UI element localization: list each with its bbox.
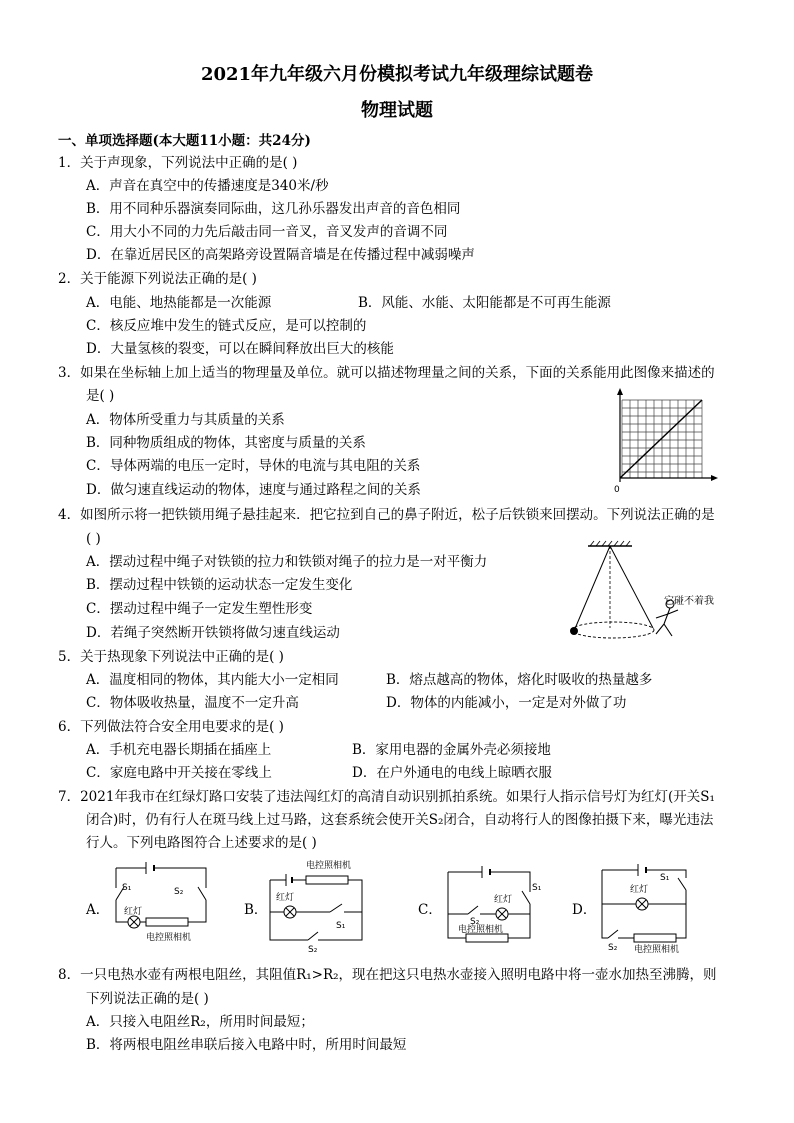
- q5-stem: 5．关于热现象下列说法中正确的是( ): [58, 649, 284, 665]
- q5-option-d: D．物体的内能减小，一定是对外做了功: [386, 695, 627, 711]
- q3-option-a: A．物体所受重力与其质量的关系: [86, 412, 285, 428]
- q3-origin-label: 0: [614, 485, 620, 495]
- q2-option-d: D．大量氢核的裂变，可以在瞬间释放出巨大的核能: [86, 341, 394, 357]
- q4-rope-right: [610, 546, 653, 628]
- q6-option-d: D．在户外通电的电线上晾晒衣服: [352, 765, 552, 781]
- q7-option-d-label: D．: [572, 902, 597, 918]
- svg-text:电控照相机: 电控照相机: [634, 945, 680, 954]
- q3-option-c: C．导体两端的电压一定时，导休的电流与其电阻的关系: [86, 458, 421, 474]
- q2-option-a: A．电能、地热能都是一次能源: [86, 295, 272, 311]
- q3-option-b: B．同种物质组成的物体，其密度与质量的关系: [86, 435, 366, 451]
- svg-text:S₂: S₂: [470, 917, 480, 927]
- q2-option-c: C．核反应堆中发生的链式反应，是可以控制的: [86, 318, 367, 334]
- svg-text:电控照相机: 电控照相机: [146, 933, 192, 943]
- q5-option-b: B．熔点越高的物体，熔化时吸收的热量越多: [386, 672, 653, 688]
- q3-option-d: D．做匀速直线运动的物体，速度与通过路程之间的关系: [86, 482, 421, 498]
- q2-option-b: B．风能、水能、太阳能都是不可再生能源: [358, 295, 611, 311]
- exam-title: 2021年九年级六月份模拟考试九年级理综试题卷: [200, 64, 594, 85]
- svg-text:红灯: 红灯: [494, 895, 513, 905]
- q8-stem-line1: 8．一只电热水壶有两根电阻丝，其阻值R₁>R₂，现在把这只电热水壶接入照明电路中将一壶水加热至沸腾，则: [58, 967, 717, 983]
- q7-stem-line3: 行人。下列电路图符合上述要求的是( ): [86, 835, 317, 851]
- q7-circuit-c: [438, 858, 548, 954]
- svg-text:S₁: S₁: [122, 883, 132, 893]
- q7-circuit-b: [262, 854, 378, 954]
- q7-circuit-a: [106, 860, 216, 952]
- svg-text:S₁: S₁: [660, 873, 670, 883]
- q4-option-a: A．摆动过程中绳子对铁锁的拉力和铁锁对绳子的拉力是一对平衡力: [86, 554, 488, 570]
- q5-option-c: C．物体吸收热量，温度不一定升高: [86, 695, 299, 711]
- svg-text:红灯: 红灯: [630, 885, 649, 895]
- svg-text:电控照相机: 电控照相机: [306, 861, 352, 871]
- q4-stem-line2: ( ): [86, 531, 101, 547]
- q3-stem-line2: 是( ): [86, 388, 115, 404]
- q7-stem-line1: 7．2021年我市在红绿灯路口安装了违法闯红灯的高清自动识别抓拍系统。如果行人指示信号灯为红灯(开关S₁: [58, 789, 715, 805]
- svg-text:电控照相机: 电控照相机: [458, 925, 504, 935]
- q3-stem-line1: 3．如果在坐标轴上加上适当的物理量及单位。就可以描述物理量之间的关系，下面的关系能用此图像来描述的: [58, 365, 715, 381]
- q1-option-b: B．用不同种乐器演奏同际曲，这几孙乐器发出声音的音色相同: [86, 201, 461, 217]
- q6-option-b: B．家用电器的金属外壳必须接地: [352, 742, 551, 758]
- q8-option-a: A．只接入电阻丝R₂，所用时间最短；: [86, 1014, 314, 1030]
- q6-option-a: A．手机充电器长期插在插座上: [86, 742, 272, 758]
- section-heading: 一、单项选择题(本大题11小题：共24分): [58, 133, 311, 149]
- q1-option-d: D．在靠近居民区的高架路旁设置隔音墙是在传播过程中减弱噪声: [86, 247, 475, 263]
- svg-text:S₁: S₁: [532, 883, 542, 893]
- q3-x-arrow-icon: [711, 475, 718, 481]
- exam-subtitle: 物理试题: [361, 100, 433, 121]
- q3-y-arrow-icon: [617, 388, 623, 395]
- q3-graph-figure: [608, 386, 724, 498]
- q4-pendulum-figure: [560, 540, 740, 648]
- q4-option-d: D．若绳子突然断开铁锁将做匀速直线运动: [86, 625, 340, 641]
- q7-circuit-d: [594, 856, 704, 954]
- q8-stem-line2: 下列说法正确的是( ): [86, 991, 209, 1007]
- q1-stem: 1．关于声现象，下列说法中正确的是( ): [58, 155, 298, 171]
- q7-stem-line2: 闭合)时，仍有行人在斑马线上过马路，这套系统会使开关S₂闭合，自动将行人的图像拍摄下来，曝光违法: [86, 812, 714, 828]
- svg-text:S₂: S₂: [608, 943, 618, 953]
- q4-stem-line1: 4．如图所示将一把铁锁用绳子悬挂起来．把它拉到自己的鼻子附近，松子后铁锁来回摆动。下列说法正确的是: [58, 507, 715, 523]
- q3-proportional-line: [620, 400, 702, 478]
- q5-option-a: A．温度相同的物体，其内能大小一定相同: [86, 672, 339, 688]
- q4-lock-icon: [570, 627, 578, 635]
- q7-option-b-label: B．: [244, 902, 268, 918]
- q4-option-c: C．摆动过程中绳子一定发生塑性形变: [86, 601, 313, 617]
- svg-text:S₁: S₁: [336, 921, 346, 931]
- svg-text:S₂: S₂: [308, 945, 318, 954]
- svg-text:S₂: S₂: [174, 887, 184, 897]
- q8-option-b: B．将两根电阻丝串联后接入电路中时，所用时间最短: [86, 1037, 407, 1053]
- q4-figure-caption: 它碰不着我: [664, 596, 714, 607]
- q4-option-b: B．摆动过程中铁锁的运动状态一定发生变化: [86, 577, 353, 593]
- q1-option-a: A．声音在真空中的传播速度是340米/秒: [86, 178, 329, 194]
- q7-option-c-label: C．: [418, 902, 442, 918]
- q7-option-a-label: A．: [86, 902, 110, 918]
- svg-text:红灯: 红灯: [124, 907, 143, 917]
- q4-rope-left: [574, 546, 610, 631]
- svg-text:红灯: 红灯: [276, 893, 295, 903]
- q6-stem: 6．下列做法符合安全用电要求的是( ): [58, 719, 284, 735]
- q2-stem: 2．关于能源下列说法正确的是( ): [58, 271, 257, 287]
- q4-swing-path: [572, 622, 654, 638]
- q1-option-c: C．用大小不同的力先后敲击同一音叉，音叉发声的音调不同: [86, 224, 448, 240]
- q6-option-c: C．家庭电路中开关接在零线上: [86, 765, 272, 781]
